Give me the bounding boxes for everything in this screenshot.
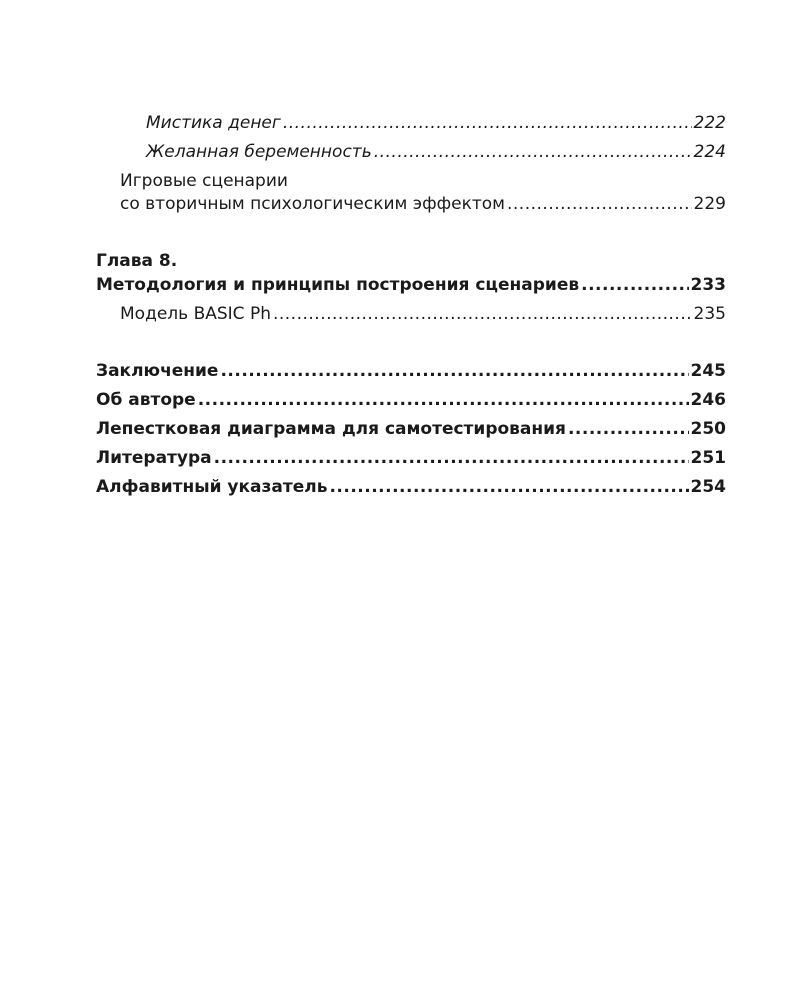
leader-dots (374, 141, 692, 163)
toc-entry-title: Лепестковая диаграмма для самотестирования (96, 419, 566, 439)
leader-dots (273, 303, 692, 325)
toc-entry-title: Заключение (96, 361, 219, 381)
toc-entry-title: со вторичным психологическим эффектом (120, 194, 505, 214)
toc-entry-basic-ph[interactable] (120, 303, 726, 325)
toc-entry-about-author[interactable] (96, 389, 726, 411)
toc-entry-page: 245 (690, 361, 726, 381)
toc-entry-title: Желанная беременность (146, 142, 372, 162)
toc-entry-title: Алфавитный указатель (96, 477, 328, 497)
toc-entry-page: 222 (693, 113, 726, 133)
leader-dots (507, 193, 692, 215)
toc-entry-game-scenarios[interactable] (120, 193, 726, 215)
leader-dots (283, 112, 692, 134)
toc-entry-literature[interactable] (96, 447, 726, 469)
toc-entry-page: 224 (693, 142, 726, 162)
toc-entry-money-mystique[interactable] (146, 112, 726, 134)
toc-entry-title: Об авторе (96, 390, 196, 410)
leader-dots (214, 447, 689, 469)
toc-entry-conclusion[interactable] (96, 360, 726, 382)
leader-dots (581, 274, 688, 296)
leader-dots (329, 476, 688, 498)
toc-entry-page: 250 (690, 419, 726, 439)
toc-entry-index[interactable] (96, 476, 726, 498)
leader-dots (198, 389, 689, 411)
toc-entry-page: 246 (690, 390, 726, 410)
toc-entry-title: Мистика денег (146, 113, 281, 133)
leader-dots (568, 418, 689, 440)
toc-entry-page: 233 (690, 275, 726, 295)
chapter-label: Глава 8. (96, 251, 178, 271)
toc-entry-desired-pregnancy[interactable] (146, 141, 726, 163)
toc-entry-page: 254 (690, 477, 726, 497)
toc-entry-radar-chart[interactable] (96, 418, 726, 440)
toc-entry-page: 235 (693, 304, 726, 324)
toc-entry-page: 251 (690, 448, 726, 468)
toc-entry-title: Модель BASIC Ph (120, 304, 271, 324)
toc-entry-page: 229 (693, 194, 726, 214)
leader-dots (220, 360, 688, 382)
toc-entry-title: Литература (96, 448, 212, 468)
toc-entry-chapter-8[interactable] (96, 274, 726, 296)
toc-entry-title: Методология и принципы построения сценариев (96, 275, 580, 295)
toc-entry-game-scenarios-line1: Игровые сценарии (120, 171, 288, 191)
